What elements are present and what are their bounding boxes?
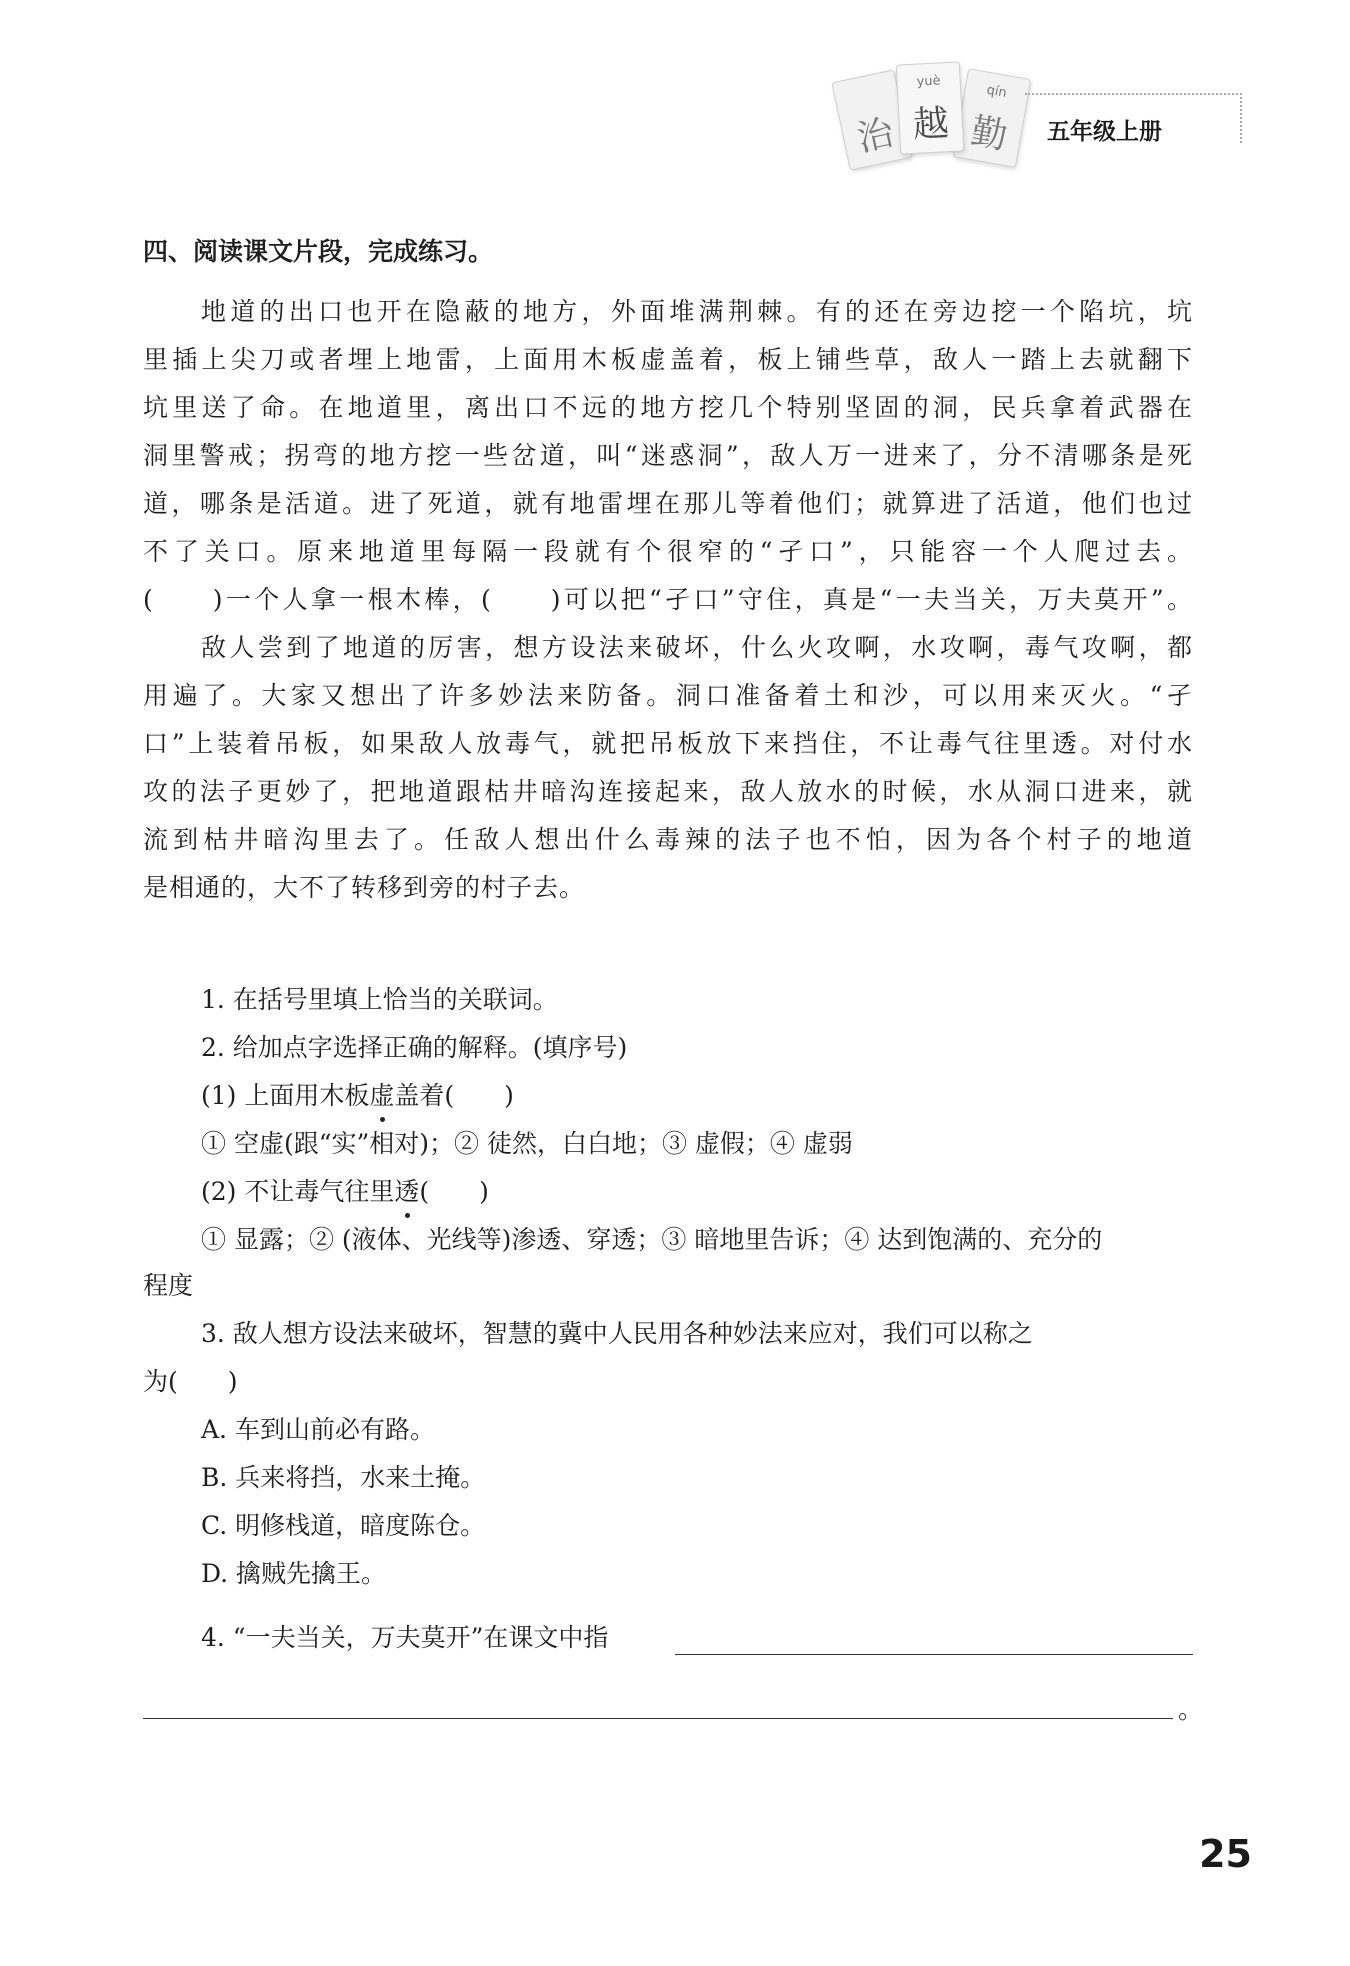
grade-label-box bbox=[1025, 93, 1242, 143]
section-title: 四、阅读课文片段，完成练习。 bbox=[143, 237, 494, 266]
reading-passage bbox=[143, 288, 1193, 912]
question-2: 2. 给加点字选择正确的解释。(填序号) bbox=[201, 1033, 628, 1062]
card-char: 勤 bbox=[967, 110, 1011, 158]
page-header bbox=[830, 55, 1260, 185]
passage-line: ( )一个人拿一根木棒，( )可以把“孑口”守住，真是“一夫当关，万夫莫开”。 bbox=[143, 585, 1193, 614]
header-char-card-2 bbox=[896, 61, 965, 154]
card-char: 越 bbox=[911, 103, 950, 146]
question-2-2-options: ① 显露；② (液体、光线等)渗透、穿透；③ 暗地里告诉；④ 达到饱满的、充分的 bbox=[201, 1225, 1103, 1254]
answer-end-mark: 。 bbox=[1178, 1695, 1204, 1724]
question-2-2 bbox=[201, 1172, 489, 1208]
question-text: (1) 上面用木板 bbox=[201, 1081, 370, 1110]
passage-line: 道，哪条是活道。进了死道，就有地雷埋在那儿等着他们；就算进了活道，他们也过 bbox=[143, 489, 1193, 518]
passage-line: 流到枯井暗沟里去了。任敌人想出什么毒辣的法子也不怕，因为各个村子的地道 bbox=[143, 825, 1193, 854]
question-3-cont: 为( ) bbox=[143, 1367, 238, 1396]
passage-line: 地道的出口也开在隐蔽的地方，外面堆满荆棘。有的还在旁边挖一个陷坑，坑 bbox=[201, 297, 1193, 326]
answer-line-1[interactable] bbox=[675, 1654, 1193, 1655]
card-pinyin: qín bbox=[985, 82, 1008, 102]
passage-line: 不了关口。原来地道里每隔一段就有个很窄的“孑口”，只能容一个人爬过去。 bbox=[143, 537, 1193, 566]
question-3: 3. 敌人想方设法来破坏，智慧的冀中人民用各种妙法来应对，我们可以称之 bbox=[201, 1319, 1033, 1348]
passage-line: 是相通的，大不了转移到旁的村子去。 bbox=[143, 873, 586, 902]
question-text: 盖着( ) bbox=[394, 1081, 514, 1110]
question-text: ( ) bbox=[419, 1177, 489, 1206]
passage-line: 攻的法子更妙了，把地道跟枯井暗沟连接起来，敌人放水的时候，水从洞口进来，就 bbox=[143, 777, 1193, 806]
option-d: D. 擒贼先擒王。 bbox=[201, 1559, 387, 1588]
question-text: (2) 不让毒气往里 bbox=[201, 1177, 395, 1206]
question-4: 4. “一夫当关，万夫莫开”在课文中指 bbox=[201, 1623, 609, 1652]
dotted-char: 透 bbox=[394, 1172, 419, 1208]
passage-line: 用遍了。大家又想出了许多妙法来防备。洞口准备着土和沙，可以用来灭火。“孑 bbox=[143, 681, 1193, 710]
answer-line-2[interactable] bbox=[143, 1718, 1173, 1719]
passage-line: 洞里警戒；拐弯的地方挖一些岔道，叫“迷惑洞”，敌人万一进来了，分不清哪条是死 bbox=[143, 441, 1193, 470]
question-2-1 bbox=[201, 1076, 514, 1112]
header-char-card-3 bbox=[953, 68, 1032, 168]
dotted-char: 虚 bbox=[369, 1076, 394, 1112]
option-b: B. 兵来将挡，水来土掩。 bbox=[201, 1463, 486, 1492]
card-pinyin: yuè bbox=[916, 73, 941, 90]
passage-line: 里插上尖刀或者埋上地雷，上面用木板虚盖着，板上铺些草，敌人一踏上去就翻下 bbox=[143, 345, 1193, 374]
question-2-1-options: ① 空虚(跟“实”相对)；② 徒然，白白地；③ 虚假；④ 虚弱 bbox=[201, 1129, 853, 1158]
passage-line: 敌人尝到了地道的厉害，想方设法来破坏，什么火攻啊，水攻啊，毒气攻啊，都 bbox=[201, 633, 1193, 662]
page-number: 25 bbox=[1199, 1832, 1252, 1876]
option-c: C. 明修栈道，暗度陈仓。 bbox=[201, 1511, 486, 1540]
option-a: A. 车到山前必有路。 bbox=[201, 1415, 435, 1444]
question-1: 1. 在括号里填上恰当的关联词。 bbox=[201, 985, 558, 1014]
passage-line: 口”上装着吊板，如果敌人放毒气，就把吊板放下来挡住，不让毒气往里透。对付水 bbox=[143, 729, 1193, 758]
grade-label: 五年级上册 bbox=[1047, 119, 1162, 145]
passage-line: 坑里送了命。在地道里，离出口不远的地方挖几个特别坚固的洞，民兵拿着武器在 bbox=[143, 393, 1193, 422]
card-char: 治 bbox=[853, 112, 898, 160]
question-2-2-options-cont: 程度 bbox=[143, 1271, 194, 1300]
